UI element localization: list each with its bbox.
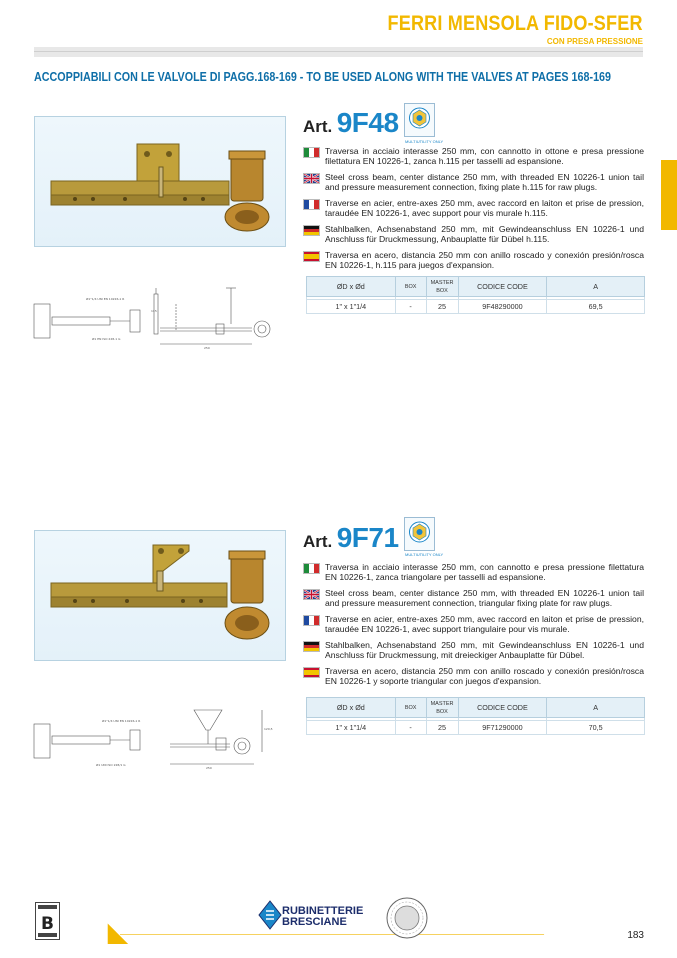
table-header-row [307,698,645,718]
crossbeam-illustration [35,117,285,246]
description-it: Traversa in acciaio interasse 250 mm, con cannotto in ottone e presa pressione filettatura EN 10226-1, zanca h.115 per tasselli ad espansione. [303,146,644,166]
description-de: Stahlbalken, Achsenabstand 250 mm, mit Gewindeanschluss EN 10226-1 und Anschluss für Druckmessung, mit dreieckiger Anbauplatte für Dübel. [303,640,644,660]
col-header-a: A [547,277,645,297]
description-it: Traversa in acciaio interasse 250 mm, con cannotto e presa pressione filettatura EN 10226-1, zanca triangolare per tasselli ad espansione. [303,562,644,582]
description-list-9f71 [303,562,644,692]
article-code: 9F71 [336,522,399,553]
col-header-box: BOX [395,277,426,297]
company-logo-icon [258,900,282,935]
flag-spain-icon [303,667,320,678]
flag-uk-icon [303,589,320,600]
description-es: Traversa en acero, distancia 250 mm con anillo roscado y conexión presión/rosca EN 10226-1, h.115 para juegos d'expansion. [303,250,644,270]
product-photo-9f48 [34,116,286,247]
multiutility-badge-icon [404,517,435,551]
drawing-label-thread: Ø1 UNI ISO 228/1 G [96,763,126,767]
header-rule [34,47,643,57]
page-title: FERRI MENSOLA FIDO-SFER [387,12,643,35]
description-list-9f48 [303,146,644,276]
col-header-a: A [547,698,645,718]
flag-spain-icon [303,251,320,262]
article-heading-9f48 [303,107,399,139]
crossbeam-illustration [35,531,285,660]
col-header-code: CODICE CODE [458,277,547,297]
flag-italy-icon [303,147,320,158]
multiutility-badge-icon [404,103,435,137]
svg-text:B: B [41,914,54,934]
cert-label: MULTIUTILITY ONLY [405,552,444,557]
flag-france-icon [303,615,320,626]
col-header-dimension: ØD x Ød [307,277,396,297]
description-en: Steel cross beam, center distance 250 mm, with threaded EN 10226-1 union tail and pressure measurement connection, fixing plate h.115 for raw plugs. [303,172,644,192]
col-header-code: CODICE CODE [458,698,547,718]
description-fr: Traverse en acier, entre-axes 250 mm, avec raccord en laiton et prise de pression, taraudée EN 10226-1, avec support triangulaire pour vis murale. [303,614,644,634]
article-code: 9F48 [336,107,399,138]
iso-certification-icon [385,896,429,945]
col-header-master-box: MASTER BOX [426,698,458,718]
flag-france-icon [303,199,320,210]
flag-germany-icon [303,225,320,236]
brand-line-1: RUBINETTERIE [282,905,364,917]
description-es: Traversa en acero, distancia 250 mm con anillo roscado y conexión presión/rosca EN 10226-1 y soporte triangular con juegos d'expansion. [303,666,644,686]
drawing-dim-width: 250 [206,766,212,770]
page-subtitle: CON PRESA PRESSIONE [546,37,643,46]
description-en: Steel cross beam, center distance 250 mm, with threaded EN 10226-1 union tail and pressure measurement connection, triangular fixing plate for raw plugs. [303,588,644,608]
col-header-dimension: ØD x Ød [307,698,396,718]
page-number: 183 [627,930,644,941]
flag-uk-icon [303,173,320,184]
description-de: Stahlbalken, Achsenabstand 250 mm, mit Gewindeanschluss EN 10226-1 und Anschluss für Druckmessung, Anbauplatte für Dübel h.115. [303,224,644,244]
quality-b-logo-icon [35,902,60,940]
col-header-master-box: MASTER BOX [426,277,458,297]
drawing-label-thread: Ø1 EN ISO 228-1 G [92,337,121,341]
flag-italy-icon [303,563,320,574]
drawing-dim-height: 115 [151,309,157,313]
spec-table-9f71 [306,697,645,735]
table-row: 1" x 1"1/4 - 25 9F71290000 70,5 [307,721,645,735]
section-title: ACCOPPIABILI CON LE VALVOLE DI PAGG.168-169 - TO BE USED ALONG WITH THE VALVES AT PAGES 168-169 [34,70,612,84]
technical-drawing-9f71 [30,700,280,780]
description-fr: Traverse en acier, entre-axes 250 mm, avec raccord en laiton et prise de pression, taraudée EN 10226-1, avec support pour vis murale h.115. [303,198,644,218]
article-prefix: Art. [303,117,333,136]
flag-germany-icon [303,641,320,652]
spec-table-9f48 [306,276,645,314]
section-tab [661,160,677,230]
brand-line-2: BRESCIANE [282,916,347,928]
table-row: 1" x 1"1/4 - 25 9F48290000 69,5 [307,300,645,314]
drawing-dim-height: 120,5 [264,727,273,731]
product-photo-9f71 [34,530,286,661]
table-header-row [307,277,645,297]
cert-label: MULTIUTILITY ONLY [405,139,444,144]
drawing-label-union: Ø1"1/4 UNI EN 10226-1 R [86,297,125,301]
article-prefix: Art. [303,532,333,551]
company-brand [282,906,363,928]
article-heading-9f71 [303,522,399,554]
drawing-dim-width: 250 [204,346,210,350]
technical-drawing-9f48 [30,284,280,356]
drawing-label-union: Ø1"1/4 UNI EN 10226-1 R [102,719,141,723]
col-header-box: BOX [395,698,426,718]
